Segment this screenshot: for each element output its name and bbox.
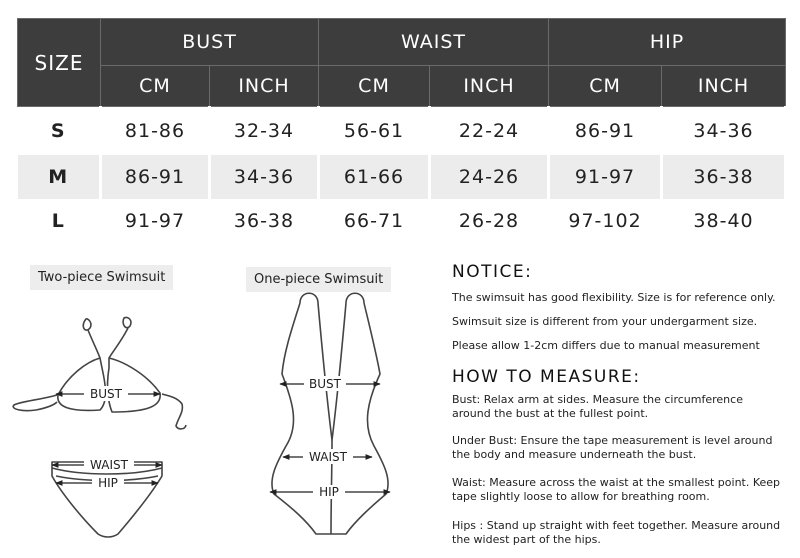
notice-line: The swimsuit has good flexibility. Size is for reference only. xyxy=(452,291,776,304)
table-cell: 24-26 xyxy=(430,155,549,199)
table-cell: 22-24 xyxy=(430,107,549,156)
size-cell: M xyxy=(18,155,101,199)
table-cell: 86-91 xyxy=(549,107,662,156)
table-cell: 91-97 xyxy=(549,155,662,199)
waist-group-header: WAIST xyxy=(319,19,549,66)
unit-header-hip-cm: CM xyxy=(549,66,662,107)
table-cell: 66-71 xyxy=(319,199,430,243)
notice-title: NOTICE: xyxy=(452,262,533,282)
table-cell: 34-36 xyxy=(662,107,786,156)
how-to-item-bust: Bust: Relax arm at sides. Measure the circumference around the bust at the fullest point. xyxy=(452,393,743,420)
notice-line: Swimsuit size is different from your undergarment size. xyxy=(452,315,758,328)
one-piece-measurements xyxy=(270,384,390,492)
table-cell: 97-102 xyxy=(549,199,662,243)
bust-group-header: BUST xyxy=(101,19,319,66)
one-piece-bust-label: BUST xyxy=(309,377,341,391)
table-cell: 56-61 xyxy=(319,107,430,156)
bikini-top-drawing xyxy=(13,317,186,428)
unit-header-hip-inch: INCH xyxy=(662,66,786,107)
table-cell: 36-38 xyxy=(210,199,319,243)
how-to-item-under-bust: Under Bust: Ensure the tape measurement is level around the body and measure underneath the bust. xyxy=(452,434,773,461)
size-cell: L xyxy=(18,199,101,243)
table-cell: 81-86 xyxy=(101,107,210,156)
two-piece-swimsuit-label: Two-piece Swimsuit xyxy=(30,265,173,290)
size-column-header: SIZE xyxy=(18,19,101,107)
table-cell: 91-97 xyxy=(101,199,210,243)
how-to-item-hips: Hips : Stand up straight with feet together. Measure around the widest part of the hips. xyxy=(452,519,781,546)
table-cell: 34-36 xyxy=(210,155,319,199)
table-cell: 26-28 xyxy=(430,199,549,243)
two-piece-waist-label: WAIST xyxy=(90,458,128,472)
one-piece-hip-label: HIP xyxy=(319,485,339,499)
how-to-measure-title: HOW TO MEASURE: xyxy=(452,367,641,387)
one-piece-waist-label: WAIST xyxy=(309,450,347,464)
table-cell: 32-34 xyxy=(210,107,319,156)
two-piece-hip-label: HIP xyxy=(98,476,118,490)
notice-line: Please allow 1-2cm differs due to manual measurement xyxy=(452,339,760,352)
table-cell: 38-40 xyxy=(662,199,786,243)
unit-header-bust-cm: CM xyxy=(101,66,210,107)
size-cell: S xyxy=(18,107,101,156)
table-cell: 61-66 xyxy=(319,155,430,199)
unit-header-waist-cm: CM xyxy=(319,66,430,107)
one-piece-swimsuit-label: One-piece Swimsuit xyxy=(246,267,391,292)
two-piece-bust-label: BUST xyxy=(90,387,122,401)
hip-group-header: HIP xyxy=(549,19,786,66)
unit-header-bust-inch: INCH xyxy=(210,66,319,107)
table-cell: 36-38 xyxy=(662,155,786,199)
how-to-item-waist: Waist: Measure across the waist at the smallest point. Keep tape slightly loose to allow for breathing room. xyxy=(452,476,781,503)
unit-header-waist-inch: INCH xyxy=(430,66,549,107)
table-cell: 86-91 xyxy=(101,155,210,199)
bikini-bottom-drawing xyxy=(52,462,162,537)
